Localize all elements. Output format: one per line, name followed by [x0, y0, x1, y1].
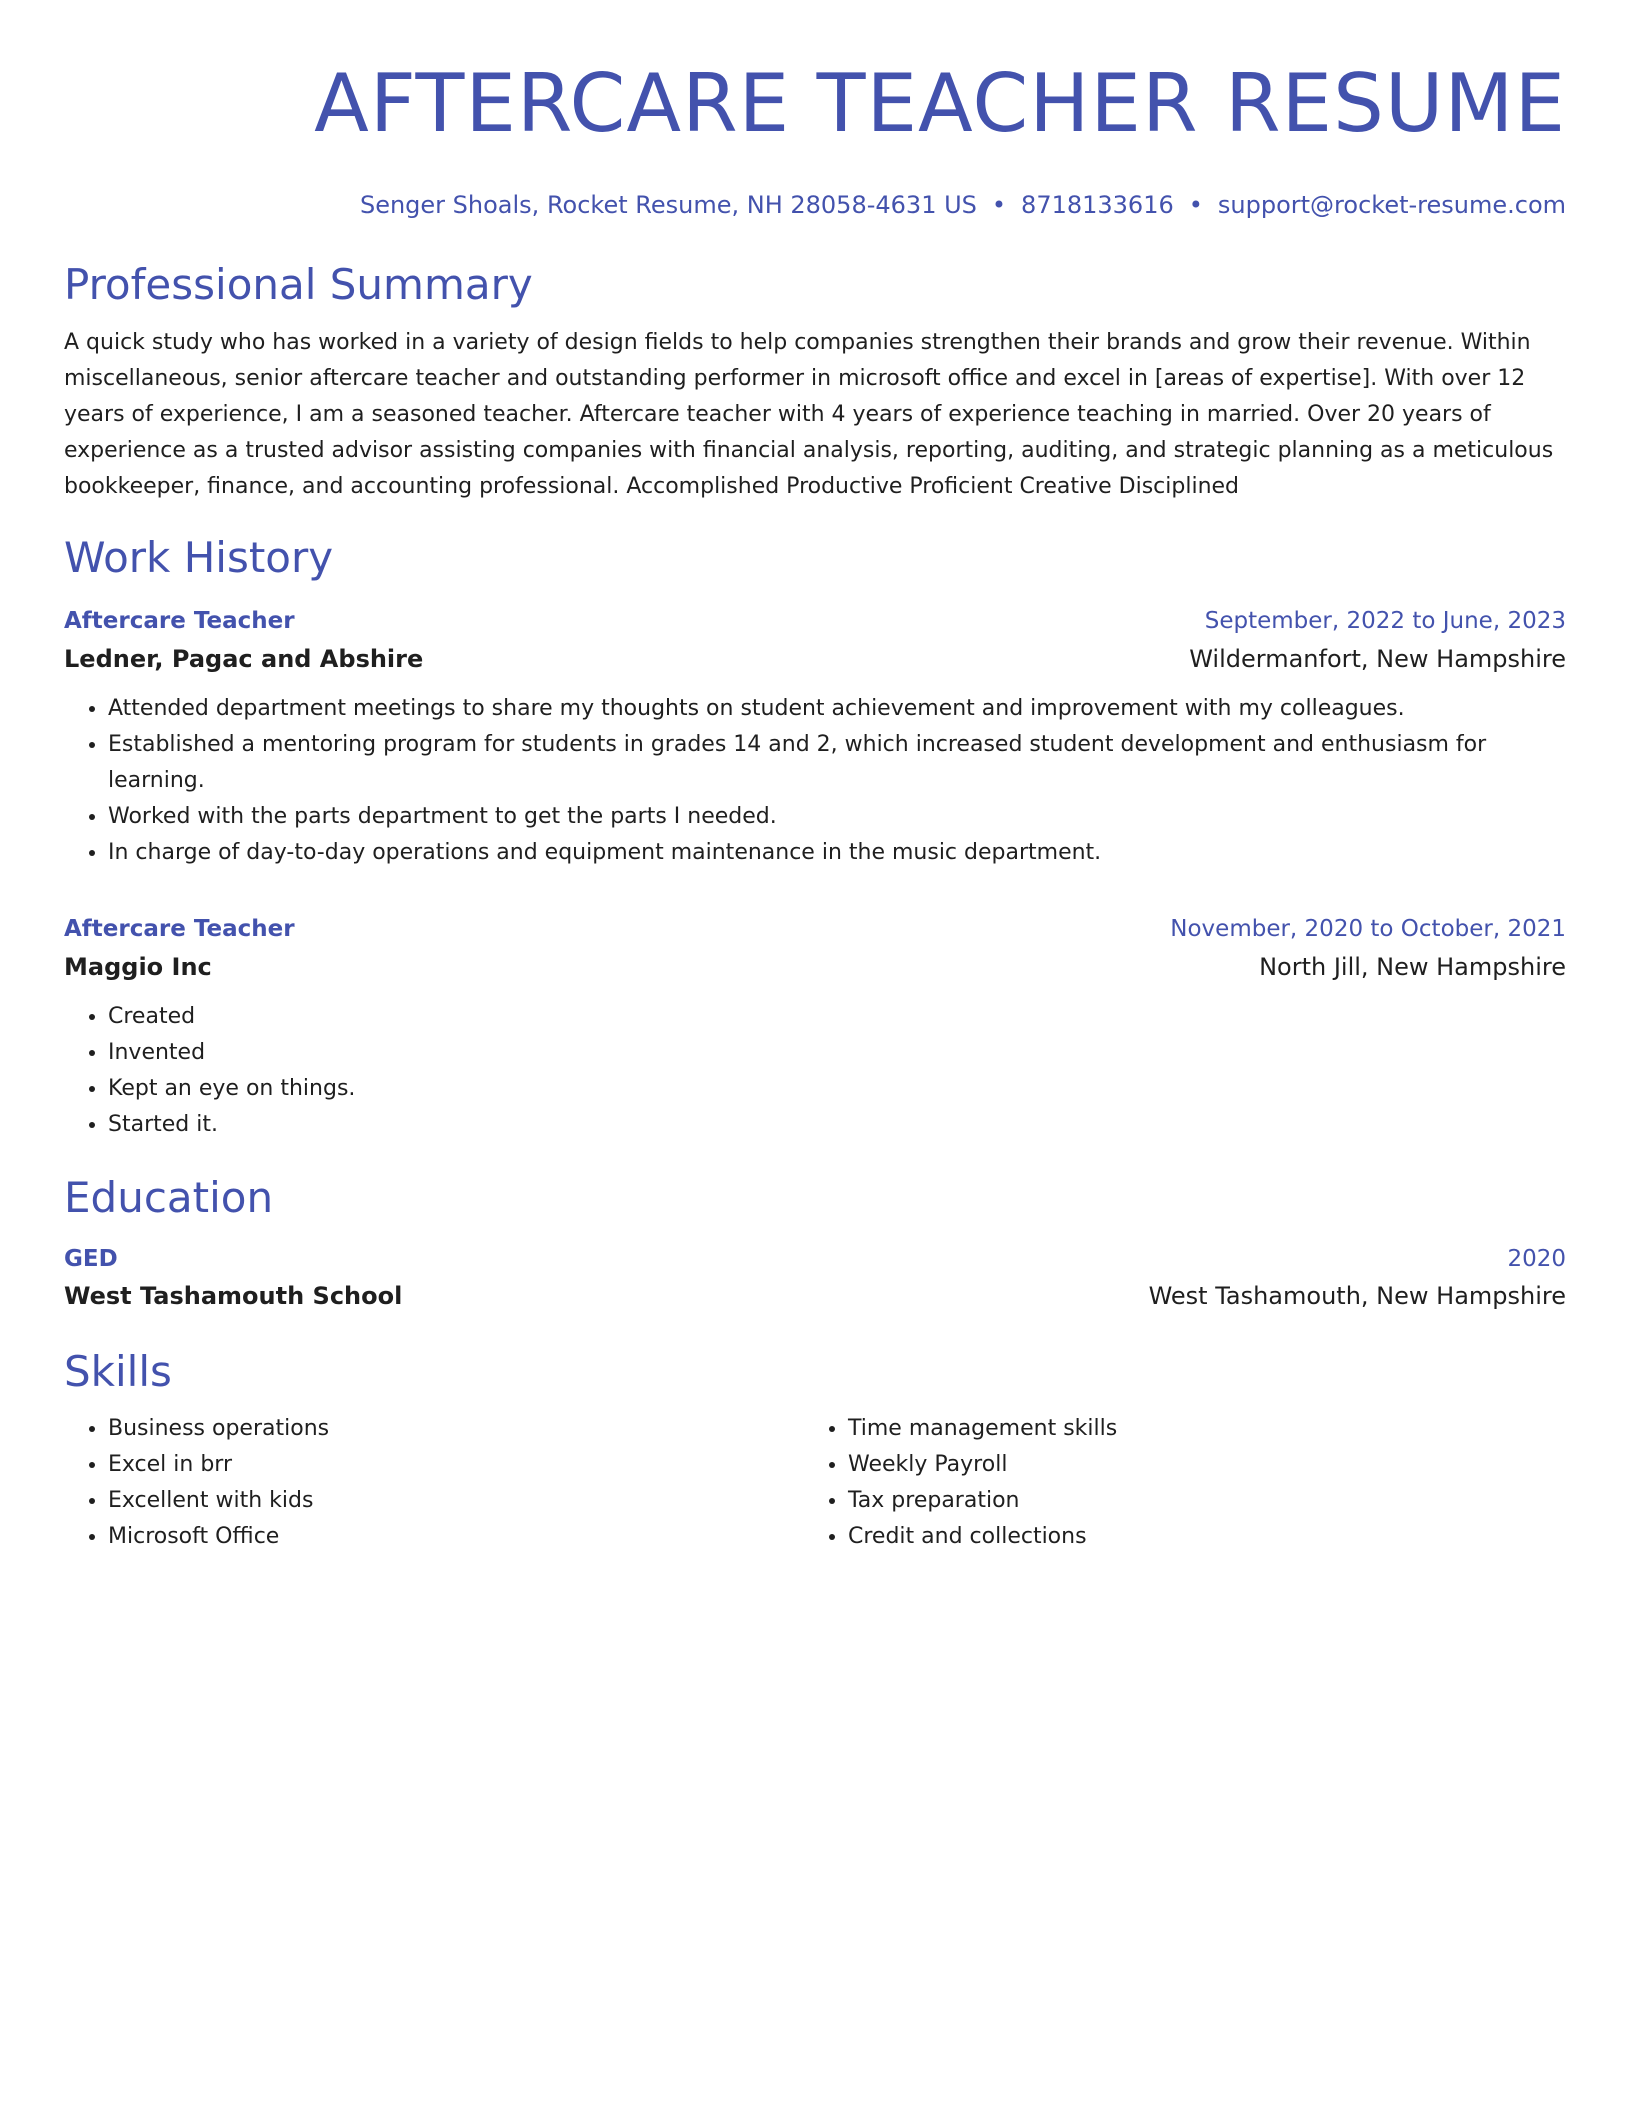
job-title: Aftercare Teacher: [64, 608, 295, 634]
skills-list-right: [804, 1411, 1544, 1555]
job-dates: November, 2020 to October, 2021: [1170, 916, 1566, 942]
job-company: Ledner, Pagac and Abshire: [64, 645, 424, 673]
contact-separator: •: [1188, 191, 1203, 219]
education-school-row: [64, 1277, 1566, 1315]
education-year: 2020: [1507, 1246, 1566, 1272]
skills-heading: Skills: [64, 1347, 172, 1396]
job-bullet: • Worked with the parts department to get the parts I needed.: [108, 799, 1566, 835]
skill-item: • Microsoft Office: [108, 1519, 804, 1555]
summary-heading: Professional Summary: [64, 260, 533, 309]
job-bullets: [64, 691, 1566, 871]
summary-text: A quick study who has worked in a variety of design fields to help companies strengthen their brands and grow their revenue. Within miscellaneous, senior aftercare teacher and outstanding performer in microsoft office and excel in [areas of expertise]. With over 12 years of experience, I am a seasoned teacher. Aftercare teacher with 4 years of experience teaching in married. Over 20 years of experience as a trusted advisor assisting companies with financial analysis, reporting, auditing, and strategic planning as a meticulous bookkeeper, finance, and accounting professional. Accomplished Productive Proficient Creative Disciplined: [64, 330, 1554, 499]
job-entry: [64, 603, 1566, 871]
job-dates: September, 2022 to June, 2023: [1204, 608, 1566, 634]
work-history-section: [64, 533, 1566, 1143]
job-header-row: [64, 603, 1566, 639]
skill-item: • Business operations: [108, 1411, 804, 1447]
resume-page: [64, 56, 1566, 1555]
skills-grid: [64, 1411, 1566, 1555]
job-title: Aftercare Teacher: [64, 916, 295, 942]
education-header-row: [64, 1241, 1566, 1277]
skill-item: • Time management skills: [848, 1411, 1544, 1447]
education-school: West Tashamouth School: [64, 1282, 403, 1310]
job-entry: [64, 911, 1566, 1143]
resume-title: AFTERCARE TEACHER RESUME: [314, 57, 1566, 150]
skill-item: • Weekly Payroll: [848, 1447, 1544, 1483]
contact-line: [64, 190, 1566, 220]
resume-header: [64, 56, 1566, 220]
job-bullet: • Started it.: [108, 1107, 1566, 1143]
contact-email[interactable]: support@rocket-resume.com: [1217, 191, 1566, 219]
work-history-heading: Work History: [64, 533, 334, 582]
job-bullet: • Created: [108, 999, 1566, 1035]
job-location: North Jill, New Hampshire: [1259, 953, 1566, 981]
education-entry: [64, 1241, 1566, 1315]
job-bullet: • Kept an eye on things.: [108, 1071, 1566, 1107]
job-bullet: • In charge of day-to-day operations and equipment maintenance in the music department.: [108, 835, 1566, 871]
skills-section: [64, 1347, 1566, 1555]
education-location: West Tashamouth, New Hampshire: [1148, 1282, 1566, 1310]
skill-item: • Excellent with kids: [108, 1483, 804, 1519]
job-location: Wildermanfort, New Hampshire: [1189, 645, 1566, 673]
summary-section: [64, 260, 1566, 505]
job-company: Maggio Inc: [64, 953, 212, 981]
contact-phone[interactable]: 8718133616: [1021, 191, 1174, 219]
job-bullet: • Established a mentoring program for students in grades 14 and 2, which increased student development and enthusiasm for learning.: [108, 727, 1566, 799]
skill-item: • Excel in brr: [108, 1447, 804, 1483]
education-degree: GED: [64, 1246, 118, 1272]
job-employer-row: [64, 639, 1566, 679]
education-section: [64, 1173, 1566, 1315]
job-header-row: [64, 911, 1566, 947]
skills-list-left: [64, 1411, 804, 1555]
contact-address: Senger Shoals, Rocket Resume, NH 28058-4631 US: [359, 191, 977, 219]
job-bullet: • Attended department meetings to share my thoughts on student achievement and improvement with my colleagues.: [108, 691, 1566, 727]
education-heading: Education: [64, 1173, 274, 1222]
skill-item: • Credit and collections: [848, 1519, 1544, 1555]
job-bullet: • Invented: [108, 1035, 1566, 1071]
job-bullets: [64, 999, 1566, 1143]
job-employer-row: [64, 947, 1566, 987]
contact-separator: •: [991, 191, 1007, 219]
skill-item: • Tax preparation: [848, 1483, 1544, 1519]
